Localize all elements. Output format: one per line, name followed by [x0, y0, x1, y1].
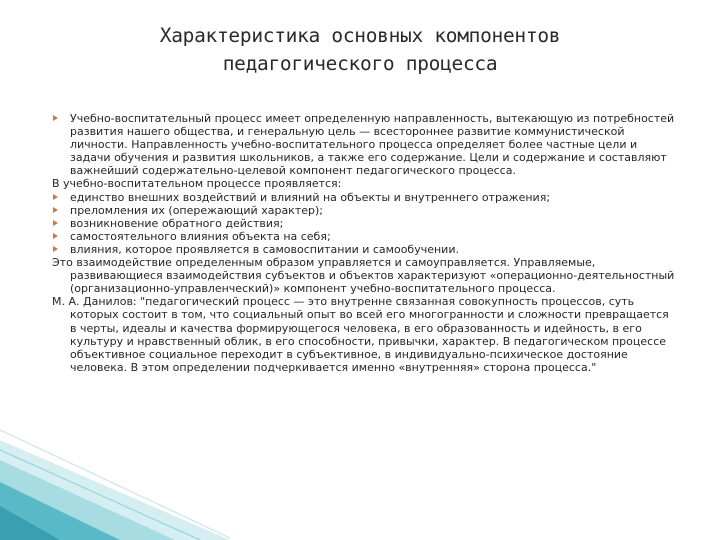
paragraph-interaction: Это взаимодействие определенным образом управляется и самоуправляется. Управляемые, развивающиеся взаимодействия субъектов и объектов характеризуют «операционно-деятельностный (организационно-управленческий)» компонент учебно-воспитательного процесса. — [52, 256, 675, 296]
bullet-arrow-icon — [53, 194, 58, 200]
decorative-corner-graphic — [0, 420, 230, 540]
paragraph-danilov-quote: М. А. Данилов: "педагогический процесс — это внутренне связанная совокупность процессов, суть которых состоит в том, что социальный опыт во всей его многогранности и сложности превращается в черты, идеалы и качества формирующегося человека, в его образованность и идейность, в его культуру и нравственный облик, в его способности, привычки, характер. В педагогическом процессе объективное социальное переходит в субъективное, в индивидуально-психическое достояние человека. В этом определении подчеркивается именно «внутренняя» сторона процесса." — [52, 295, 669, 374]
slide-title-line-2: педагогического процесса — [222, 52, 498, 75]
paragraph-manifestation-intro: В учебно-воспитательном процессе проявляется: — [52, 177, 342, 191]
slide-title — [110, 22, 610, 78]
list-item-feedback-text: возникновение обратного действия; — [70, 216, 284, 230]
list-item-feedback — [52, 217, 677, 230]
list-item-self-education-text: влияния, которое проявляется в самовоспитании и самообучении. — [70, 242, 459, 256]
list-item-self-education — [52, 243, 677, 256]
list-item-self-influence — [52, 230, 677, 243]
bullet-arrow-icon — [53, 207, 58, 213]
list-item-unity — [52, 191, 677, 204]
bullet-arrow-icon — [53, 233, 58, 239]
paragraph-goals-text: Учебно-воспитательный процесс имеет определенную направленность, вытекающую из потребностей развития нашего общества, и генеральную цель — всестороннее развитие коммунистической личности. Направленность учебно-воспитательного процесса определяет более частные цели и задачи обучения и развития школьников, а также его содержание. Цели и содержание и составляют важнейший содержательно-целевой компонент педагогического процесса. — [70, 112, 675, 178]
paragraph-goals — [52, 112, 677, 177]
list-item-unity-text: единство внешних воздействий и влияний на объекты и внутреннего отражения; — [70, 190, 551, 204]
bullet-arrow-icon — [53, 246, 58, 252]
slide-body — [52, 112, 677, 374]
list-item-refraction — [52, 204, 677, 217]
list-item-self-influence-text: самостоятельного влияния объекта на себя; — [70, 229, 331, 243]
bullet-arrow-icon — [53, 115, 58, 121]
slide-title-line-1: Характеристика основных компонентов — [159, 24, 561, 47]
bullet-arrow-icon — [53, 220, 58, 226]
list-item-refraction-text: преломления их (опережающий характер); — [70, 203, 323, 217]
